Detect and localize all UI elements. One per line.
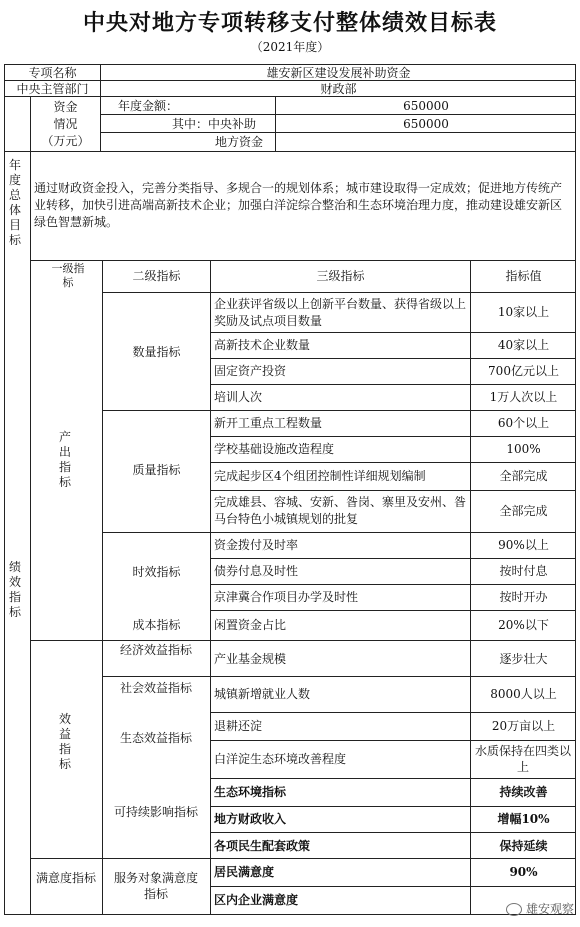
funds-label-2: 情况 (53, 117, 78, 131)
indicator-value: 保持延续 (499, 839, 548, 853)
indicator-value: 20%以下 (498, 618, 549, 632)
lvl2-quantity: 数量指标 (132, 345, 181, 359)
lvl2-cost: 成本指标 (132, 618, 181, 632)
indicator-name: 京津冀合作项目办学及时性 (214, 590, 359, 604)
indicator-value: 水质保持在四类以上 (474, 744, 571, 774)
performance-indicators-label: 绩效指标 (8, 560, 21, 619)
indicator-value: 按时付息 (499, 564, 548, 578)
indicator-name: 学校基础设施改造程度 (214, 442, 335, 456)
indicator-name: 完成起步区4个组团控制性详细规划编制 (214, 469, 426, 483)
indicator-name: 地方财政收入 (214, 812, 287, 826)
lvl2-sustain: 可持续影响指标 (113, 805, 198, 819)
indicator-value: 40家以上 (497, 338, 550, 352)
page-title: 中央对地方专项转移支付整体绩效目标表 (82, 11, 497, 36)
dept-label: 中央主管部门 (16, 82, 89, 96)
lvl2-economic: 经济效益指标 (119, 643, 192, 657)
funds-label-3: （万元） (41, 134, 90, 148)
annual-goal-label: 年度总体目标 (8, 158, 21, 247)
annual-goal-text: 通过财政资金投入，完善分类指导、多规合一的规划体系；城市建设取得一定成效；促进地方传统产业转移，加快引进高端高新技术企业；加强白洋淀综合整治和生态环境治理力度，推动建设雄安新区绿色智慧新城。 (34, 181, 563, 229)
indicator-name: 债券付息及时性 (214, 564, 299, 578)
indicator-value: 8000人以上 (490, 687, 557, 701)
indicator-value: 全部完成 (499, 504, 548, 518)
indicator-name: 固定资产投资 (214, 364, 287, 378)
col-header-lvl2: 二级指标 (132, 269, 181, 283)
col-header-lvl1: 一级指标 (51, 262, 85, 289)
indicator-value: 60个以上 (497, 416, 550, 430)
group-output: 产出指标 (58, 430, 71, 489)
indicator-value: 700亿元以上 (488, 364, 559, 378)
indicator-value: 全部完成 (499, 469, 548, 483)
dept-value: 财政部 (320, 82, 357, 96)
indicator-value: 增幅10% (497, 812, 550, 826)
indicator-name: 培训人次 (214, 390, 263, 404)
indicator-value: 逐步壮大 (499, 652, 548, 666)
lvl2-quality: 质量指标 (132, 463, 181, 477)
indicator-name: 各项民生配套政策 (214, 839, 311, 853)
report-year: （2021年度） (250, 40, 330, 54)
funds-local-label: 地方资金 (215, 135, 264, 149)
group-benefit: 效益指标 (58, 712, 71, 771)
indicator-value: 1万人次以上 (489, 390, 558, 404)
col-header-value: 指标值 (505, 269, 542, 283)
funds-label-1: 资金 (53, 100, 78, 114)
indicator-value: 100% (506, 442, 541, 456)
indicator-value: 20万亩以上 (491, 719, 556, 733)
project-name-value: 雄安新区建设发展补助资金 (266, 66, 411, 80)
funds-central-value: 650000 (403, 117, 449, 131)
indicator-name: 白洋淀生态环境改善程度 (214, 752, 347, 766)
indicator-value: 90%以上 (498, 538, 549, 552)
indicator-name: 资金拨付及时率 (214, 538, 299, 552)
indicator-value: 10家以上 (497, 305, 550, 319)
indicator-name: 居民满意度 (214, 865, 275, 879)
lvl2-eco: 生态效益指标 (119, 731, 192, 745)
group-satisfaction: 满意度指标 (35, 871, 96, 885)
col-header-lvl3: 三级指标 (316, 269, 365, 283)
lvl2-service: 服务对象满意度指标 (113, 871, 198, 901)
watermark-text: 雄安观察 (525, 902, 574, 916)
funds-central-label: 其中：中央补助 (172, 117, 257, 131)
indicator-name: 城镇新增就业人数 (214, 687, 311, 701)
funds-annual-label: 年度金额： (118, 99, 179, 113)
indicator-name: 闲置资金占比 (214, 618, 287, 632)
indicator-value: 90% (509, 865, 538, 879)
indicator-value: 持续改善 (499, 785, 548, 799)
indicator-name: 完成雄县、容城、安新、昝岗、寨里及安州、昝马台特色小城镇规划的批复 (214, 495, 467, 526)
wechat-icon (506, 903, 522, 916)
indicator-name: 区内企业满意度 (214, 893, 299, 907)
indicator-value: 按时开办 (499, 590, 548, 604)
indicator-name: 产业基金规模 (214, 652, 287, 666)
watermark (506, 900, 574, 917)
indicator-name: 企业获评省级以上创新平台数量、获得省级以上奖励及试点项目数量 (214, 297, 467, 328)
project-name-label: 专项名称 (28, 66, 77, 80)
lvl2-timeliness: 时效指标 (132, 565, 181, 579)
indicator-name: 生态环境指标 (214, 785, 287, 799)
indicator-name: 高新技术企业数量 (214, 338, 311, 352)
funds-annual-value: 650000 (403, 99, 449, 113)
indicator-name: 退耕还淀 (214, 719, 263, 733)
lvl2-social: 社会效益指标 (119, 681, 192, 695)
indicator-name: 新开工重点工程数量 (214, 416, 323, 430)
